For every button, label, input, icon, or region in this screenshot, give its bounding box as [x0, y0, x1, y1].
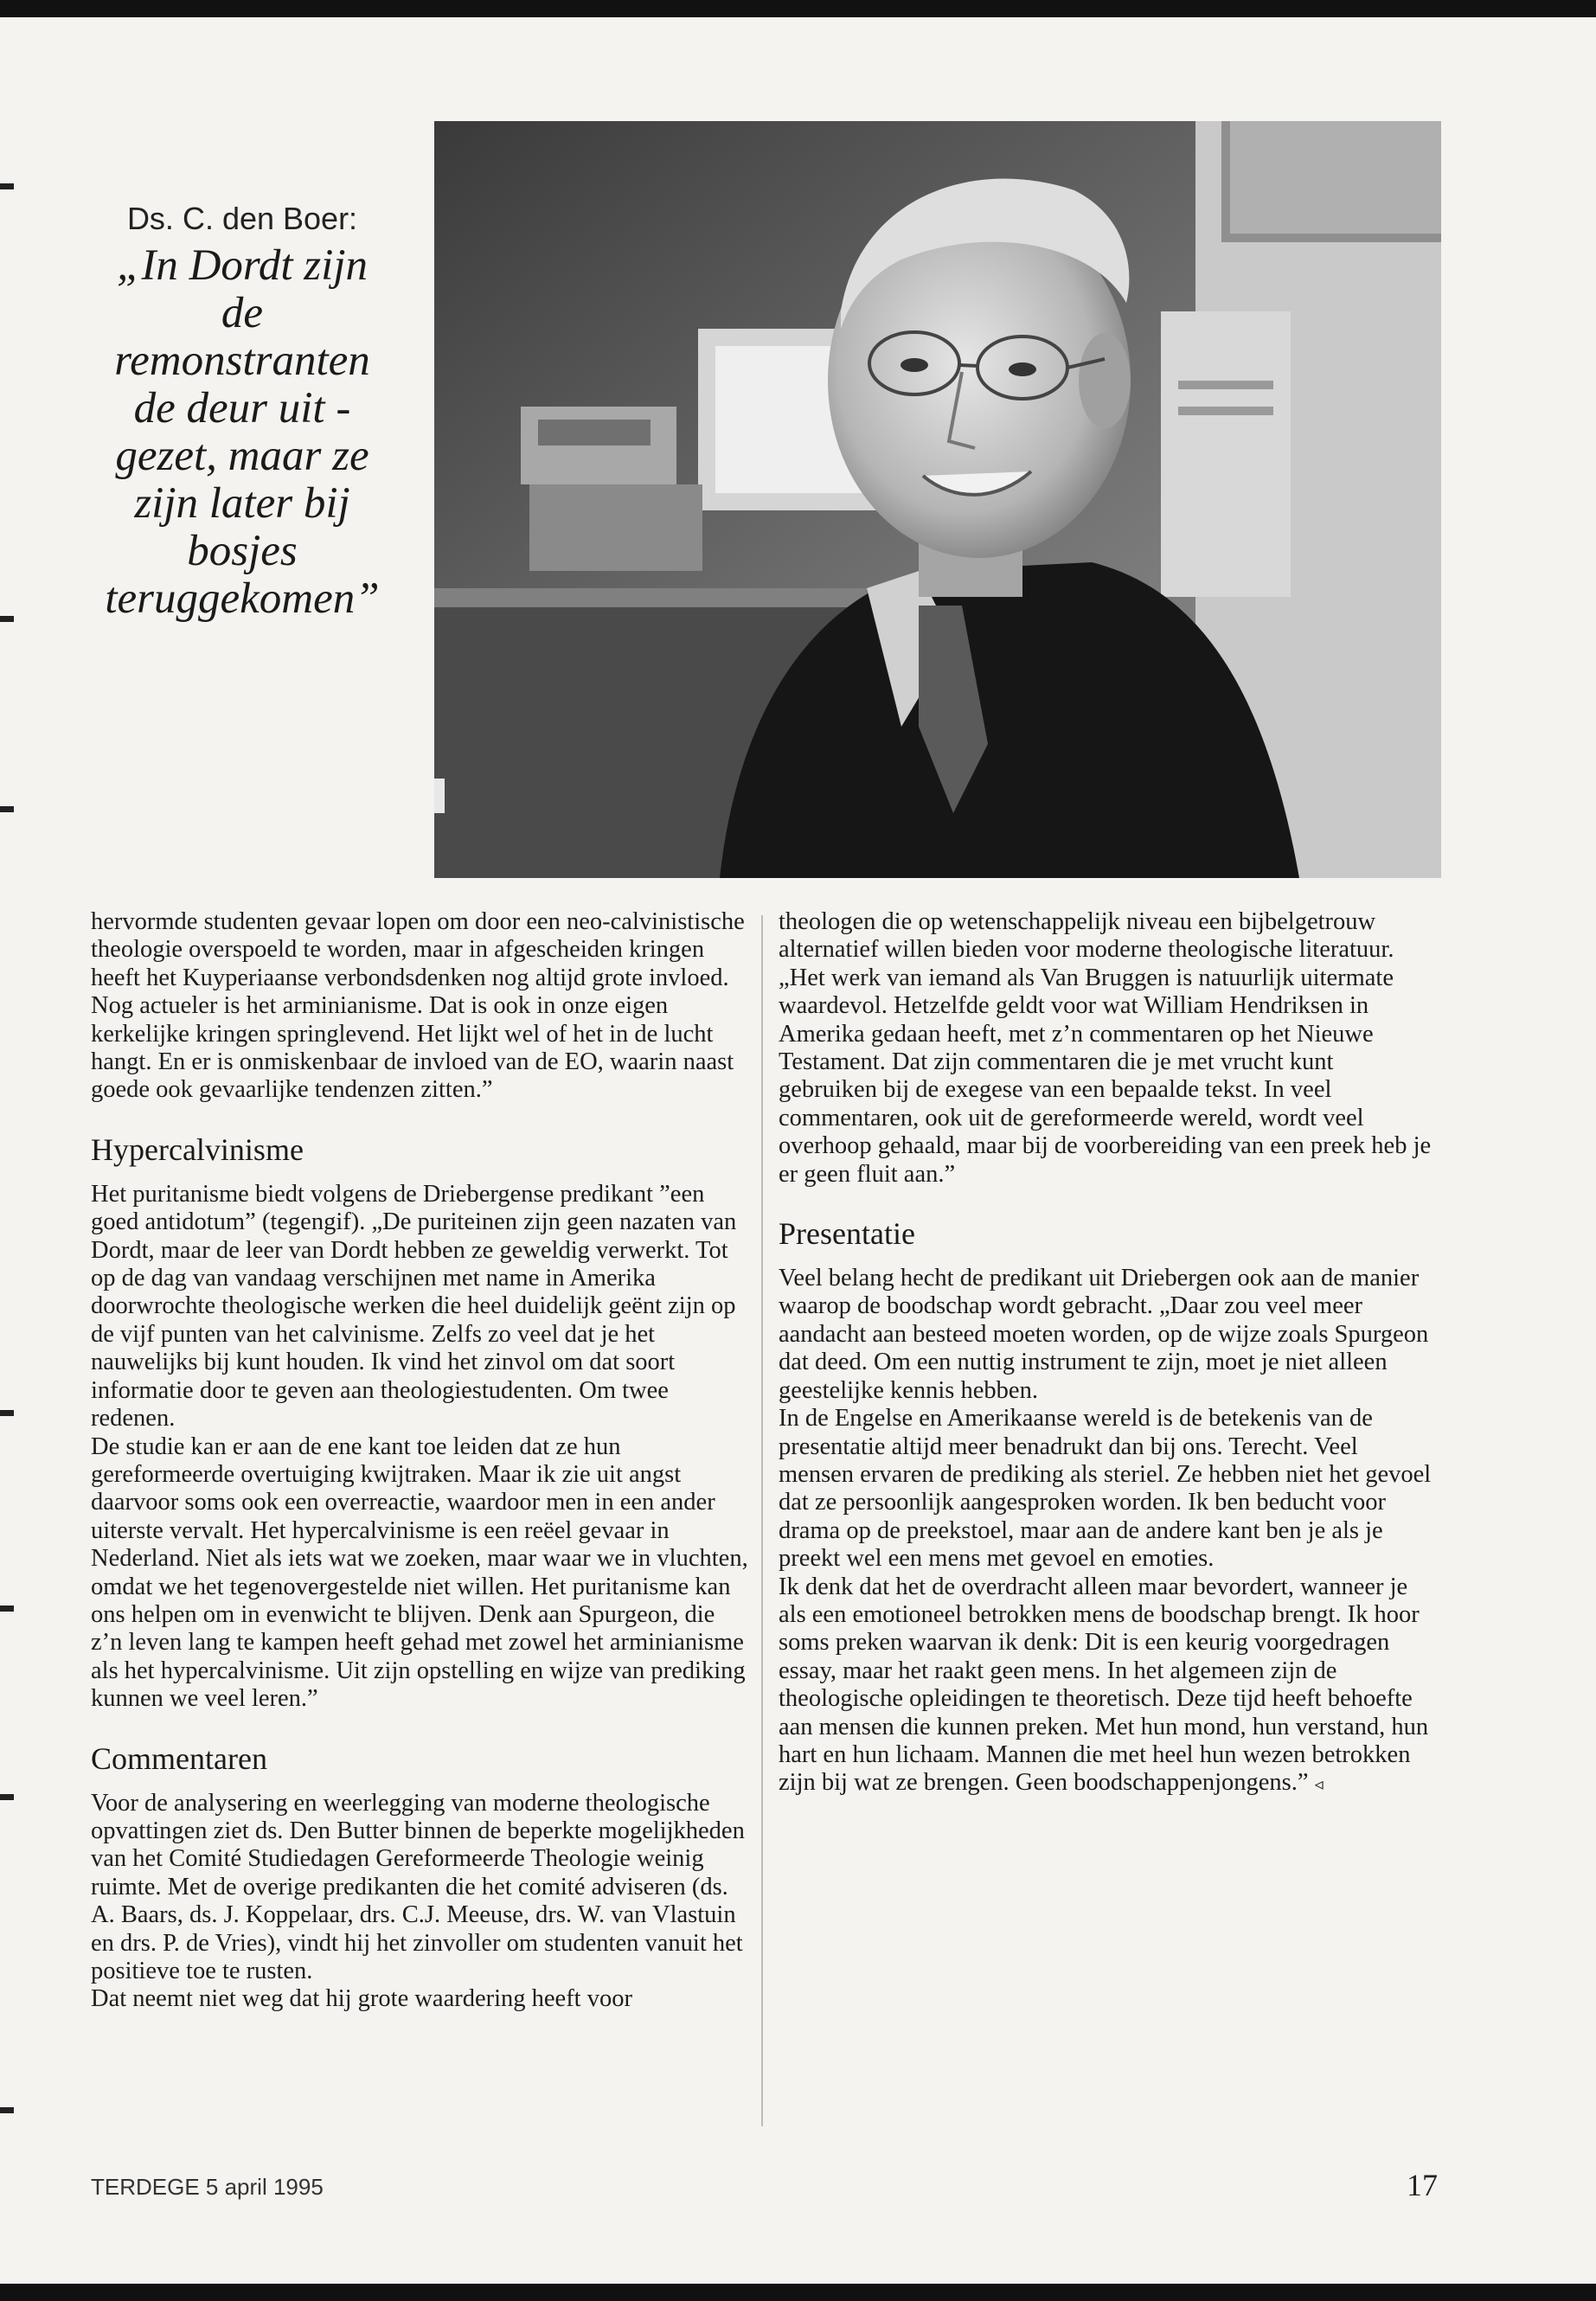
paragraph	[779, 1574, 1436, 1799]
margin-tick	[0, 1410, 14, 1416]
heading-presentatie: Presentatie	[779, 1216, 915, 1252]
portrait-photo	[434, 121, 1441, 878]
margin-tick	[0, 183, 14, 189]
paragraph: Het puritanisme biedt volgens de Driebergense predikant ”een goed antidotum” (tegengif). „De puriteinen zijn geen nazaten van Dordt, maar de leer van Dordt hebben ze geweldig verwerkt. Tot op de dag van vandaag verschijnen met name in Amerika doorwrochte theologische werken die heel duidelijk geënt zijn op de vijf punten van het calvinisme. Zelfs zo veel dat je het nauwelijks bij kunt houden. Ik vind het zinvol om dat soort informatie door te geven aan theologiestudenten. Om twee redenen.	[91, 1180, 737, 1433]
caption-name: Ds. C. den Boer:	[126, 201, 358, 236]
paragraph: Veel belang hecht de predikant uit Driebergen ook aan de manier waarop de boodschap wordt gebracht. „Daar zou veel meer aandacht aan besteed moeten worden, op de wijze zoals Spurgeon dat deed. Om een nuttig instrument te zijn, moet je niet alleen geestelijke kennis hebben.	[779, 1265, 1429, 1404]
margin-tick	[0, 806, 14, 812]
margin-tick	[0, 2107, 14, 2113]
paragraph: Dat neemt niet weg dat hij grote waardering heeft voor	[91, 1985, 632, 2013]
left-column	[91, 908, 748, 2014]
right-column	[779, 908, 1436, 1799]
page-top-border	[0, 0, 1596, 17]
page-number: 17	[1407, 2168, 1438, 2202]
photo-caption	[95, 201, 389, 623]
margin-tick	[0, 1794, 14, 1800]
page-bottom-border	[0, 2284, 1596, 2301]
heading-hypercalvinisme: Hypercalvinisme	[91, 1131, 304, 1167]
intro-paragraph: hervormde studenten gevaar lopen om door een neo-calvinistische theologie overspoeld te worden, maar in afgescheiden kringen heeft het Kuyperiaanse verbondsdenken nog altijd grote invloed. Nog actueler is het arminianisme. Dat is ook in onze eigen kerkelijke kringen springlevend. Het lijkt wel of het in de lucht hangt. En er is onmiskenbaar de invloed van de EO, waarin naast goede ook gevaarlijke tendenzen zitten.”	[91, 908, 745, 1104]
heading-commentaren: Commentaren	[91, 1740, 267, 1776]
paragraph: Voor de analysering en weerlegging van moderne theologische opvattingen ziet ds. Den Butter binnen de beperkte mogelijkheden van het Comité Studiedagen Gereformeerde Theologie weinig ruimte. Met de overige predikanten die het comité adviseren (ds. A. Baars, ds. J. Koppelaar, drs. C.J. Meeuse, drs. W. van Vlastuin en drs. P. de Vries), vindt hij het zinvoller om studenten vanuit het positieve toe te rusten.	[91, 1789, 745, 1984]
end-mark-icon: ◃	[1314, 1775, 1324, 1795]
paragraph: In de Engelse en Amerikaanse wereld is de betekenis van de presentatie altijd meer benadrukt dan bij ons. Terecht. Veel mensen ervaren de prediking als steriel. Ze hebben niet het gevoel dat ze persoonlijk aangesproken worden. Ik ben beducht voor drama op de preekstoel, maar aan de andere kant ben je als je preekt wel een mens met gevoel en emoties.	[779, 1405, 1432, 1573]
intro-paragraph: theologen die op wetenschappelijk niveau een bijbelgetrouw alternatief willen bieden voor moderne theologische literatuur. „Het werk van iemand als Van Bruggen is natuurlijk uitermate waardevol. Hetzelfde geldt voor wat William Hendriksen in Amerika gedaan heeft, met z’n commentaren op het Nieuwe Testament. Dat zijn commentaren die je met vrucht kunt gebruiken bij de exegese van een bepaalde tekst. In veel commentaren, ook uit de gereformeerde wereld, wordt veel overhoop gehaald, maar bij de voorbereiding van een preek heb je er geen fluit aan.”	[779, 908, 1432, 1188]
portrait-photo-icon	[434, 121, 1441, 878]
caption-quote: „In Dordt zijn de remonstranten de deur uit - gezet, maar ze zijn later bij bosjes teruggekomen”	[105, 241, 380, 623]
paragraph: De studie kan er aan de ene kant toe leiden dat ze hun gereformeerde overtuiging kwijtraken. Maar ik zie uit angst daarvoor soms ook een overreactie, waardoor men in een ander uiterste vervalt. Het hypercalvinisme is een reëel gevaar in Nederland. Niet als iets wat we zoeken, maar waar we in vluchten, omdat we het tegenovergestelde niet willen. Het puritanisme kan ons helpen om in evenwicht te blijven. Denk aan Spurgeon, die z’n leven lang te kampen heeft gehad met zowel het arminianisme als het hypercalvinisme. Uit zijn opstelling en wijze van prediking kunnen we veel leren.”	[91, 1433, 748, 1713]
margin-tick	[0, 1606, 14, 1612]
column-divider	[761, 915, 763, 2126]
margin-tick	[0, 616, 14, 622]
publication-footer: TERDEGE 5 april 1995	[91, 2174, 324, 2200]
paragraph-text: Ik denk dat het de overdracht alleen maar bevordert, wanneer je als een emotioneel betrokken mens de boodschap brengt. Ik hoor soms preken waarvan ik denk: Dit is een keurig voorgedragen essay, maar het raakt geen mens. In het algemeen zijn de theologische opleidingen te theoretisch. Deze tijd heeft behoefte aan mensen die kunnen preken. Met hun mond, hun verstand, hun hart en hun lichaam. Mannen die met heel hun wezen betrokken zijn bij wat ze brengen. Geen boodschappenjongens.”	[779, 1573, 1429, 1797]
